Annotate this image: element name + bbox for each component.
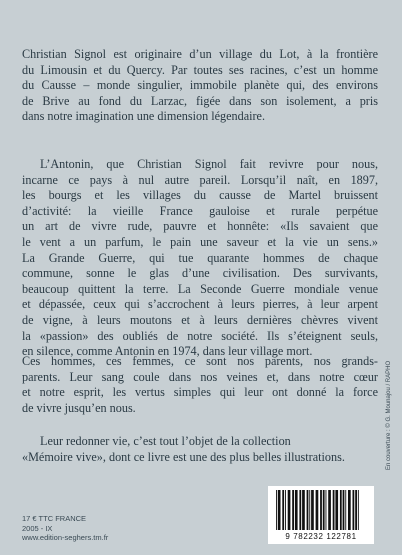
- text-line: Christian Signol est originaire d’un village du Lot, à la frontière: [22, 47, 378, 61]
- edition-date: 2005 - IX: [22, 523, 53, 533]
- text-line: «Mémoire vive», dont ce livre est une des plus belles illustrations.: [22, 449, 345, 464]
- text-line: du Limousin et du Quercy. Par toutes ses racines, c’est un homme: [22, 62, 378, 77]
- text-line: La Grande Guerre, qui tue quarante hommes de chaque: [22, 250, 378, 265]
- text-line: un art de vivre rude, pauvre et honnête: «Ils savaient que: [22, 219, 378, 234]
- barcode-icon: [274, 490, 368, 532]
- paragraph-antonin: [22, 157, 378, 360]
- text-line: Ces hommes, ces femmes, ce sont nos parents, nos grands-: [22, 354, 378, 368]
- text-line: les bourgs et les villages du causse de Martel bruissent: [22, 188, 378, 203]
- publisher-website: www.edition-seghers.tm.fr: [22, 533, 109, 542]
- text-line: de Brive au fond du Larzac, figée dans son isolement, a pris: [22, 93, 378, 108]
- paragraph-ancestors: [22, 354, 378, 416]
- price-label: 17 € TTC FRANCE: [22, 514, 87, 523]
- cover-photo-credit: En couverture : © G. Mounajou / RAPHO: [386, 360, 392, 470]
- text-line: de vivre jusqu’en nous.: [22, 400, 136, 415]
- text-line: commune, sonne le glas d’une civilisation. Des survivants,: [22, 266, 378, 281]
- paragraph-intro: [22, 47, 378, 125]
- text-line: beaucoup quittent la terre. La Seconde Guerre mondiale venue: [22, 281, 378, 296]
- text-line: incarne ce pays à nul autre pareil. Lorsqu’il naît, en 1897,: [22, 172, 378, 187]
- text-line: du Causse – monde singulier, immobile planète qui, des environs: [22, 78, 378, 93]
- text-line: et notre esprit, les vertus simples qui leur ont donné la force: [22, 385, 378, 400]
- text-line: parents. Leur sang coule dans nos veines et, dans notre cœur: [22, 369, 378, 384]
- barcode-digits: 9 782232 122781: [285, 532, 357, 541]
- text-line: d’activité: la vieille France gauloise et rurale perpétue: [22, 203, 378, 218]
- text-line: en silence, comme Antonin en 1974, dans leur village mort.: [22, 344, 313, 359]
- text-line: dans notre imagination une dimension légendaire.: [22, 109, 266, 124]
- text-line: et dépassée, ceux qui s’accrochent à leurs pierres, à leur arpent: [22, 297, 378, 312]
- text-line: Leur redonner vie, c’est tout l’objet de la collection: [40, 434, 291, 448]
- text-line: la «passion» des oubliés de notre société. Ils s’éteignent seuls,: [22, 328, 378, 343]
- publisher-imprint: [22, 514, 108, 543]
- isbn-barcode: [268, 486, 374, 544]
- text-line: le vent a un parfum, le pain une saveur et la vie un sens.»: [22, 234, 378, 249]
- text-line: de vigne, à leurs moutons et à leurs dernières chèvres vivent: [22, 312, 378, 327]
- paragraph-collection: [22, 434, 378, 465]
- text-line: L’Antonin, que Christian Signol fait revivre pour nous,: [40, 157, 378, 171]
